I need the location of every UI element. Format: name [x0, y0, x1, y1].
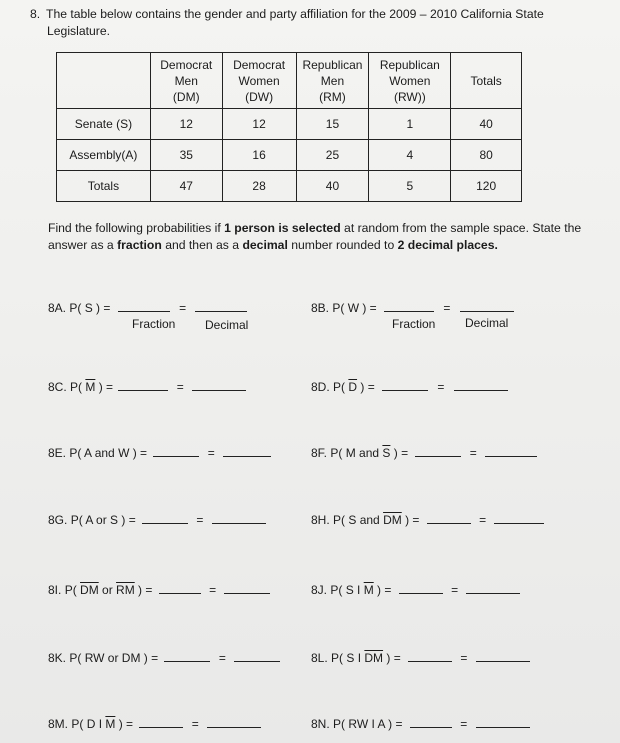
fraction-answer-blank[interactable]	[118, 301, 170, 312]
table-cell: 4	[369, 140, 451, 171]
decimal-answer-blank[interactable]	[195, 301, 247, 312]
fraction-answer-blank[interactable]	[382, 380, 428, 391]
fraction-label: Fraction	[392, 317, 436, 331]
fraction-label: Fraction	[132, 317, 176, 331]
problem-8d: 8D. P( $\overline{D}$ ) = =	[311, 380, 508, 394]
question-text-line2: Legislature.	[47, 24, 111, 38]
decimal-answer-blank[interactable]	[234, 651, 280, 662]
decimal-answer-blank[interactable]	[223, 446, 271, 457]
table-cell: 40	[451, 109, 522, 140]
table-cell: 80	[451, 140, 522, 171]
row-label: Totals	[57, 171, 151, 202]
problem-8b: 8B. P( W ) = =	[311, 301, 514, 315]
problem-8i: 8I. P( $\overline{DM}$ or $\overline{RM}$ ) = =	[48, 583, 270, 597]
decimal-answer-blank[interactable]	[460, 301, 514, 312]
fraction-answer-blank[interactable]	[142, 513, 188, 524]
table-cell: 16	[222, 140, 296, 171]
problem-8j: 8J. P( S I $\overline{M}$ ) = =	[311, 583, 520, 597]
table-cell: 12	[150, 109, 222, 140]
instructions: Find the following probabilities if 1 person is selected at random from the sample space. State the answer as a fraction and then as a decimal number rounded to 2 decimal places.	[48, 221, 582, 252]
table-cell: 35	[150, 140, 222, 171]
table-cell: 12	[222, 109, 296, 140]
fraction-answer-blank[interactable]	[159, 583, 201, 594]
table-cell: 40	[296, 171, 369, 202]
problem-8k: 8K. P( RW or DM ) = =	[48, 651, 280, 665]
row-label: Senate (S)	[57, 109, 151, 140]
decimal-answer-blank[interactable]	[224, 583, 270, 594]
decimal-answer-blank[interactable]	[476, 717, 530, 728]
table-cell: 120	[451, 171, 522, 202]
decimal-label: Decimal	[465, 316, 509, 330]
table-header-row	[57, 53, 522, 109]
legislature-table	[56, 52, 522, 202]
fraction-answer-blank[interactable]	[415, 446, 461, 457]
problem-8a: 8A. P( S ) = =	[48, 301, 247, 315]
table-row	[57, 171, 522, 202]
decimal-answer-blank[interactable]	[212, 513, 266, 524]
table-cell: 28	[222, 171, 296, 202]
question-text-line1: The table below contains the gender and party affiliation for the 2009 – 2010 California State	[46, 7, 544, 21]
corner-cell	[57, 53, 151, 109]
decimal-answer-blank[interactable]	[466, 583, 520, 594]
decimal-answer-blank[interactable]	[454, 380, 508, 391]
header-rm: Republican Men (RM)	[296, 53, 369, 109]
table-cell: 25	[296, 140, 369, 171]
row-label: Assembly(A)	[57, 140, 151, 171]
question-number: 8.	[30, 7, 41, 21]
table-row	[57, 109, 522, 140]
problem-8l: 8L. P( S I $\overline{DM}$ ) = =	[311, 651, 530, 665]
table-cell: 47	[150, 171, 222, 202]
problem-8m: 8M. P( D I $\overline{M}$ ) = =	[48, 717, 261, 731]
fraction-answer-blank[interactable]	[153, 446, 199, 457]
fraction-answer-blank[interactable]	[408, 651, 452, 662]
table-cell: 5	[369, 171, 451, 202]
problem-8n: 8N. P( RW I A ) = =	[311, 717, 530, 731]
decimal-answer-blank[interactable]	[485, 446, 537, 457]
table-cell: 15	[296, 109, 369, 140]
header-dw: Democrat Women (DW)	[222, 53, 296, 109]
fraction-answer-blank[interactable]	[384, 301, 434, 312]
problem-8g: 8G. P( A or S ) = =	[48, 513, 266, 527]
fraction-answer-blank[interactable]	[427, 513, 471, 524]
decimal-answer-blank[interactable]	[207, 717, 261, 728]
fraction-answer-blank[interactable]	[399, 583, 443, 594]
fraction-answer-blank[interactable]	[139, 717, 183, 728]
decimal-label: Decimal	[205, 318, 249, 332]
question-heading	[30, 6, 590, 40]
decimal-answer-blank[interactable]	[494, 513, 544, 524]
problem-8e: 8E. P( A and W ) = =	[48, 446, 271, 460]
decimal-answer-blank[interactable]	[476, 651, 530, 662]
header-dm: Democrat Men (DM)	[150, 53, 222, 109]
problem-8f: 8F. P( M and $\overline{S}$ ) = =	[311, 446, 537, 460]
header-rw: Republican Women (RW))	[369, 53, 451, 109]
table-row	[57, 140, 522, 171]
decimal-answer-blank[interactable]	[192, 380, 246, 391]
fraction-answer-blank[interactable]	[118, 380, 168, 391]
header-totals: Totals	[451, 53, 522, 109]
fraction-answer-blank[interactable]	[164, 651, 210, 662]
table-cell: 1	[369, 109, 451, 140]
problem-8c: 8C. P( $\overline{M}$ ) = =	[48, 380, 246, 394]
problem-8h: 8H. P( S and $\overline{DM}$ ) = =	[311, 513, 544, 527]
fraction-answer-blank[interactable]	[410, 717, 452, 728]
